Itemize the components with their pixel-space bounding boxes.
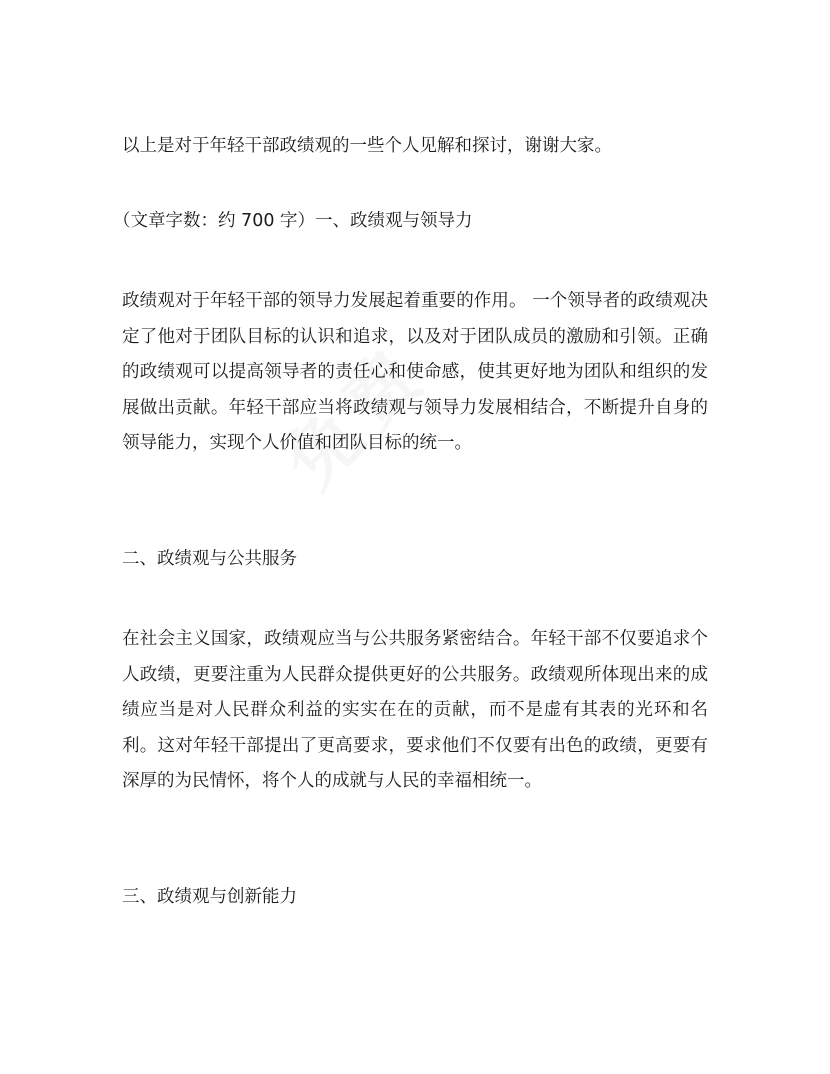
public-service-paragraph: 在社会主义国家，政绩观应当与公共服务紧密结合。年轻干部不仅要追求个人政绩，更要注重为人民群众提供更好的公共服务。政绩观所体现出来的成绩应当是对人民群众利益的实实在在的贡献，而不是虚有其表的光环和名利。这对年轻干部提出了更高要求，要求他们不仅要有出色的政绩，更要有深厚的为民情怀，将个人的成就与人民的幸福相统一。 [122,629,708,792]
closing-line: 以上是对于年轻干部政绩观的一些个人见解和探讨，谢谢大家。 [122,136,612,156]
leadership-paragraph: 政绩观对于年轻干部的领导力发展起着重要的作用。 一个领导者的政绩观决定了他对于团队目标的认识和追求，以及对于团队成员的激励和引领。正确的政绩观可以提高领导者的责任心和使命感，使其更好地为团队和组织的发展做出贡献。年轻干部应当将政绩观与领导力发展相结合，不断提升自身的领导能力，实现个人价值和团队目标的统一。 [122,291,708,454]
word-count-line: （文章字数：约 700 字）一、政绩观与领导力 [113,211,473,231]
heading-innovation: 三、政绩观与创新能力 [122,887,297,907]
heading-public-service: 二、政绩观与公共服务 [122,549,297,569]
